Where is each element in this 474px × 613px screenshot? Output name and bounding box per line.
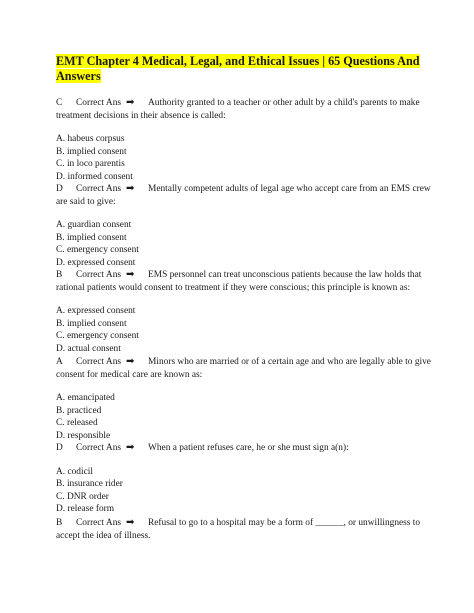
option: B. implied consent	[56, 318, 127, 329]
option: B. implied consent	[56, 232, 127, 243]
correct-answer-label: Correct Ans	[76, 443, 122, 453]
option: D. expressed consent	[56, 257, 136, 268]
question-text: Minors who are married or of a certain age and who are legally able to give consent for medical care are known as:	[56, 357, 431, 380]
options-list	[56, 305, 436, 355]
option: C. DNR order	[56, 491, 109, 502]
arrow-icon: ➡	[126, 97, 135, 108]
question-text: Authority granted to a teacher or other adult by a child's parents to make treatment decisions in their absence is called:	[56, 98, 420, 121]
correct-answer-label: Correct Ans	[76, 184, 122, 194]
arrow-icon: ➡	[126, 442, 135, 453]
question-1	[56, 97, 436, 184]
question-header	[56, 442, 436, 455]
option: A. expressed consent	[56, 306, 136, 317]
question-text: Mentally competent adults of legal age who accept care from an EMS crew are said to give:	[56, 184, 431, 207]
option: B. implied consent	[56, 146, 127, 157]
correct-answer-label: Correct Ans	[76, 518, 122, 528]
option: A. guardian consent	[56, 220, 132, 231]
question-4	[56, 356, 436, 443]
option: D. responsible	[56, 430, 111, 441]
option: C. released	[56, 418, 98, 429]
arrow-icon: ➡	[126, 517, 135, 528]
question-3	[56, 269, 436, 356]
question-header	[56, 97, 436, 122]
option: A. habeus corpsus	[56, 134, 125, 145]
option: D. informed consent	[56, 171, 133, 182]
option: D. release form	[56, 504, 115, 515]
answer-letter: D	[56, 443, 63, 453]
option: C. in loco parentis	[56, 159, 125, 170]
question-text: EMS personnel can treat unconscious patients because the law holds that rational patients would consent to treatment if they were conscious; this principle is known as:	[56, 270, 422, 293]
options-list	[56, 392, 436, 442]
answer-letter: D	[56, 184, 63, 194]
answer-letter: C	[56, 98, 63, 108]
correct-answer-label: Correct Ans	[76, 270, 122, 280]
options-list	[56, 219, 436, 269]
question-header	[56, 356, 436, 381]
question-6	[56, 517, 436, 542]
title-highlight: EMT Chapter 4 Medical, Legal, and Ethical Issues | 65 Questions And Answers	[56, 54, 420, 83]
question-header	[56, 517, 436, 542]
options-list	[56, 466, 436, 516]
question-5	[56, 442, 436, 516]
option: C. emergency consent	[56, 245, 139, 256]
options-list	[56, 133, 436, 183]
option: A. codicil	[56, 466, 93, 477]
document-title	[56, 54, 424, 83]
correct-answer-label: Correct Ans	[76, 98, 122, 108]
option: D. actual consent	[56, 343, 121, 354]
arrow-icon: ➡	[126, 356, 135, 367]
question-2	[56, 183, 436, 270]
arrow-icon: ➡	[126, 269, 135, 280]
question-header	[56, 269, 436, 294]
answer-letter: B	[56, 270, 63, 280]
arrow-icon: ➡	[126, 183, 135, 194]
question-header	[56, 183, 436, 208]
question-text: When a patient refuses care, he or she must sign a(n):	[148, 443, 349, 453]
correct-answer-label: Correct Ans	[76, 357, 122, 367]
option: B. practiced	[56, 405, 102, 416]
option: A. emancipated	[56, 393, 115, 404]
option: C. emergency consent	[56, 331, 139, 342]
answer-letter: B	[56, 518, 63, 528]
option: B. insurance rider	[56, 479, 123, 490]
answer-letter: A	[56, 357, 63, 367]
question-text: Refusal to go to a hospital may be a form of ______, or unwillingness to accept the idea of illness.	[56, 518, 421, 541]
